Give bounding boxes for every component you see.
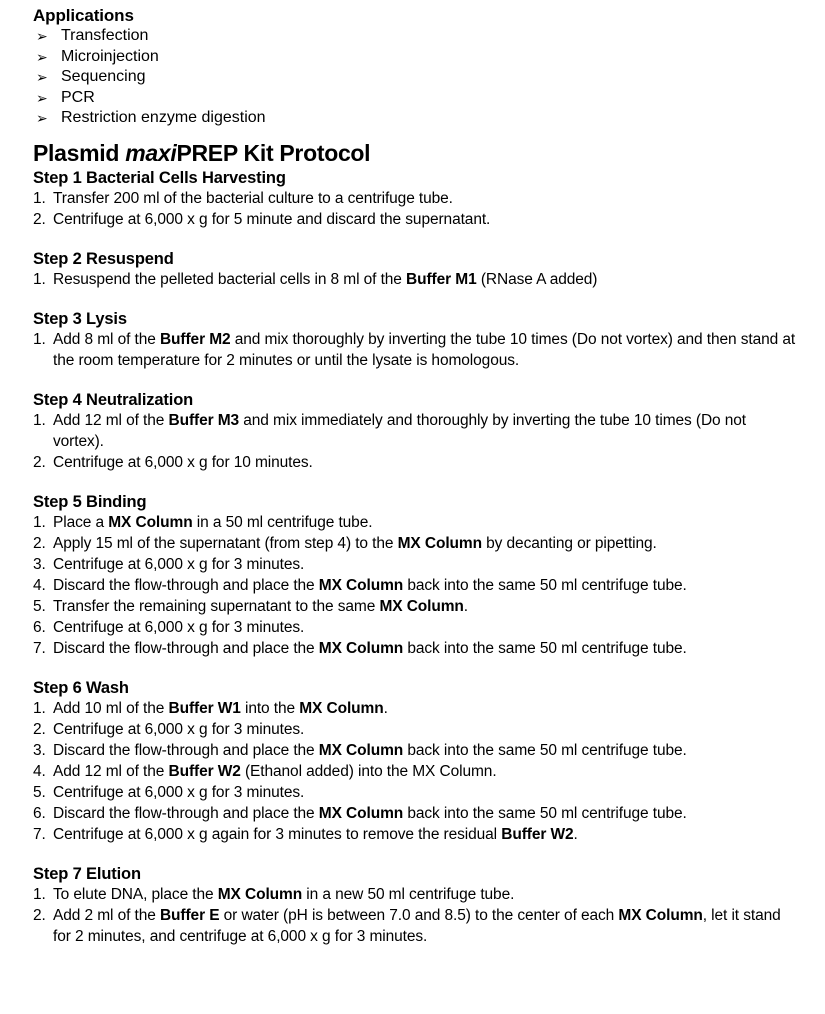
plain-text: Transfer the remaining supernatant to the same (53, 597, 380, 615)
page-title-part2: PREP Kit Protocol (176, 139, 371, 166)
page-title-part1: Plasmid (33, 139, 126, 166)
plain-text: Centrifuge at 6,000 x g for 3 minutes. (53, 720, 305, 738)
plain-text: Add 10 ml of the (53, 699, 169, 717)
plain-text: Centrifuge at 6,000 x g for 10 minutes. (53, 453, 313, 471)
plain-text: back into the same 50 ml centrifuge tube. (403, 741, 687, 759)
plain-text: Centrifuge at 6,000 x g for 3 minutes. (53, 783, 305, 801)
step-item (33, 803, 798, 824)
step-heading: Step 6 Wash (33, 678, 129, 697)
plain-text: (RNase A added) (476, 270, 598, 288)
list-item (33, 88, 798, 109)
step-item-number: 2. (33, 210, 46, 228)
step-item-text (53, 271, 597, 288)
plain-text: into the (240, 699, 300, 717)
step-item-text (53, 331, 795, 369)
step-item (33, 782, 798, 803)
plain-text: by decanting or pipetting. (481, 534, 657, 552)
plain-text: Transfer 200 ml of the bacterial culture to a centrifuge tube. (53, 189, 453, 207)
step-item-text (53, 826, 578, 843)
plain-text: in a new 50 ml centrifuge tube. (302, 885, 515, 903)
step-item-text (53, 412, 746, 450)
step-item (33, 329, 798, 371)
emphasis-text: MX Column (618, 906, 703, 924)
step-section (33, 390, 798, 473)
step-item-number: 6. (33, 618, 46, 636)
plain-text: Discard the flow-through and place the (53, 741, 319, 759)
plain-text: Discard the flow-through and place the (53, 639, 319, 657)
step-section (33, 309, 798, 371)
step-item-list (33, 698, 798, 845)
step-heading: Step 2 Resuspend (33, 249, 174, 268)
emphasis-text: Buffer W1 (168, 699, 241, 717)
document-content (33, 5, 798, 947)
arrow-bullet-icon: ➢ (36, 48, 48, 65)
step-item (33, 905, 798, 947)
step-item (33, 719, 798, 740)
step-item (33, 452, 798, 473)
step-section (33, 168, 798, 230)
step-item-text (53, 619, 304, 636)
step-item-text (53, 454, 313, 471)
plain-text: . (383, 699, 388, 717)
emphasis-text: MX Column (379, 597, 464, 615)
step-item (33, 638, 798, 659)
step-item-list (33, 410, 798, 473)
step-item (33, 410, 798, 452)
step-item-text (53, 700, 388, 717)
step-item-text (53, 598, 468, 615)
plain-text: Centrifuge at 6,000 x g again for 3 minutes to remove the residual (53, 825, 502, 843)
list-item-label: Sequencing (61, 68, 146, 85)
plain-text: Add 8 ml of the (53, 330, 160, 348)
emphasis-text: MX Column (318, 576, 404, 594)
emphasis-text: Buffer W2 (168, 762, 241, 780)
list-item-label: Restriction enzyme digestion (61, 109, 266, 126)
step-item-number: 1. (33, 189, 46, 207)
step-item-number: 1. (33, 411, 46, 429)
step-item-number: 4. (33, 576, 46, 594)
step-item (33, 761, 798, 782)
plain-text: Discard the flow-through and place the (53, 804, 319, 822)
step-item (33, 698, 798, 719)
plain-text: Add 12 ml of the (53, 411, 169, 429)
step-heading: Step 5 Binding (33, 492, 147, 511)
step-heading: Step 4 Neutralization (33, 390, 194, 409)
step-heading: Step 3 Lysis (33, 309, 127, 328)
plain-text: Centrifuge at 6,000 x g for 3 minutes. (53, 618, 305, 636)
step-item-text (53, 577, 687, 594)
step-item-number: 2. (33, 906, 46, 924)
plain-text: (Ethanol added) into the MX Column. (240, 762, 497, 780)
step-item (33, 209, 798, 230)
list-item-label: Transfection (61, 27, 149, 44)
page-title (33, 138, 798, 168)
emphasis-text: MX Column (217, 885, 303, 903)
step-item-number: 1. (33, 270, 46, 288)
step-item-text (53, 556, 304, 573)
arrow-bullet-icon: ➢ (36, 69, 48, 85)
step-item-text (53, 805, 687, 822)
emphasis-text: MX Column (108, 513, 193, 531)
plain-text: and mix immediately and thoroughly by inverting the tube 10 times (Do not vortex). (53, 411, 747, 450)
plain-text: back into the same 50 ml centrifuge tube. (403, 576, 687, 594)
step-section (33, 864, 798, 947)
step-item-number: 4. (33, 762, 46, 780)
emphasis-text: Buffer E (159, 906, 220, 924)
list-item (33, 26, 798, 47)
step-item-number: 1. (33, 330, 46, 348)
step-item-number: 1. (33, 699, 46, 717)
step-item (33, 512, 798, 533)
arrow-bullet-icon: ➢ (36, 28, 48, 44)
step-item-list (33, 329, 798, 371)
plain-text: Discard the flow-through and place the (53, 576, 319, 594)
plain-text: in a 50 ml centrifuge tube. (192, 513, 373, 531)
emphasis-text: Buffer M1 (406, 270, 477, 288)
step-item-number: 5. (33, 597, 46, 615)
plain-text: To elute DNA, place the (53, 885, 218, 903)
plain-text: Centrifuge at 6,000 x g for 5 minute and discard the supernatant. (53, 210, 491, 228)
step-heading: Step 1 Bacterial Cells Harvesting (33, 168, 286, 187)
step-item-text (53, 763, 497, 780)
step-item-text (53, 742, 687, 759)
step-item-text (53, 886, 514, 903)
plain-text: . (573, 825, 578, 843)
plain-text: , let it stand for 2 minutes, and centrifuge at 6,000 x g for 3 minutes. (53, 906, 781, 945)
step-item-number: 2. (33, 453, 46, 471)
step-item (33, 617, 798, 638)
protocol-steps (33, 168, 798, 947)
plain-text: . (463, 597, 468, 615)
plain-text: back into the same 50 ml centrifuge tube. (403, 804, 687, 822)
applications-section (33, 5, 798, 129)
step-item-text (53, 907, 781, 945)
emphasis-text: MX Column (318, 741, 404, 759)
step-item-text (53, 721, 304, 738)
list-item (33, 67, 798, 88)
emphasis-text: Buffer M2 (159, 330, 231, 348)
emphasis-text: Buffer M3 (168, 411, 240, 429)
step-item-text (53, 535, 657, 552)
plain-text: Centrifuge at 6,000 x g for 3 minutes. (53, 555, 305, 573)
emphasis-text: MX Column (299, 699, 384, 717)
plain-text: Apply 15 ml of the supernatant (from step 4) to the (53, 534, 398, 552)
applications-list (33, 26, 798, 129)
step-item-number: 1. (33, 513, 46, 531)
plain-text: or water (pH is between 7.0 and 8.5) to the center of each (219, 906, 619, 924)
emphasis-text: Buffer W2 (501, 825, 574, 843)
step-item-number: 7. (33, 825, 46, 843)
arrow-bullet-icon: ➢ (36, 89, 48, 106)
step-section (33, 249, 798, 290)
step-item (33, 824, 798, 845)
step-section (33, 678, 798, 845)
step-item-text (53, 784, 304, 801)
step-section (33, 492, 798, 659)
plain-text: and mix thoroughly by inverting the tube 10 times (Do not vortex) and then stand at the room temperature for 2 minutes or until the lysate is homologous. (53, 330, 796, 369)
step-item-number: 3. (33, 741, 46, 759)
step-item-number: 6. (33, 804, 46, 822)
step-item-number: 2. (33, 720, 46, 738)
step-item-number: 2. (33, 534, 46, 552)
step-item-number: 7. (33, 639, 46, 657)
plain-text: Add 2 ml of the (53, 906, 160, 924)
plain-text: Place a (53, 513, 109, 531)
step-item-number: 1. (33, 885, 46, 903)
step-item-list (33, 188, 798, 230)
step-item (33, 596, 798, 617)
step-item-text (53, 514, 372, 531)
step-item-list (33, 884, 798, 947)
step-item (33, 575, 798, 596)
list-item (33, 108, 798, 129)
step-item (33, 884, 798, 905)
step-item-text (53, 190, 453, 207)
plain-text: Resuspend the pelleted bacterial cells in 8 ml of the (53, 270, 407, 288)
step-item (33, 188, 798, 209)
emphasis-text: MX Column (318, 804, 404, 822)
step-item (33, 740, 798, 761)
emphasis-text: MX Column (318, 639, 404, 657)
step-item-number: 3. (33, 555, 46, 573)
page-title-italic: maxi (125, 139, 177, 166)
arrow-bullet-icon: ➢ (36, 110, 48, 126)
step-item (33, 554, 798, 575)
plain-text: back into the same 50 ml centrifuge tube. (403, 639, 687, 657)
plain-text: Add 12 ml of the (53, 762, 169, 780)
step-item-text (53, 211, 490, 228)
step-item (33, 269, 798, 290)
step-item-number: 5. (33, 783, 46, 801)
step-item-text (53, 640, 687, 657)
list-item-label: Microinjection (61, 47, 159, 65)
list-item (33, 47, 798, 68)
applications-heading: Applications (33, 6, 134, 25)
step-item-list (33, 512, 798, 659)
step-heading: Step 7 Elution (33, 864, 141, 883)
step-item (33, 533, 798, 554)
emphasis-text: MX Column (397, 534, 482, 552)
list-item-label: PCR (61, 88, 95, 106)
step-item-list (33, 269, 798, 290)
